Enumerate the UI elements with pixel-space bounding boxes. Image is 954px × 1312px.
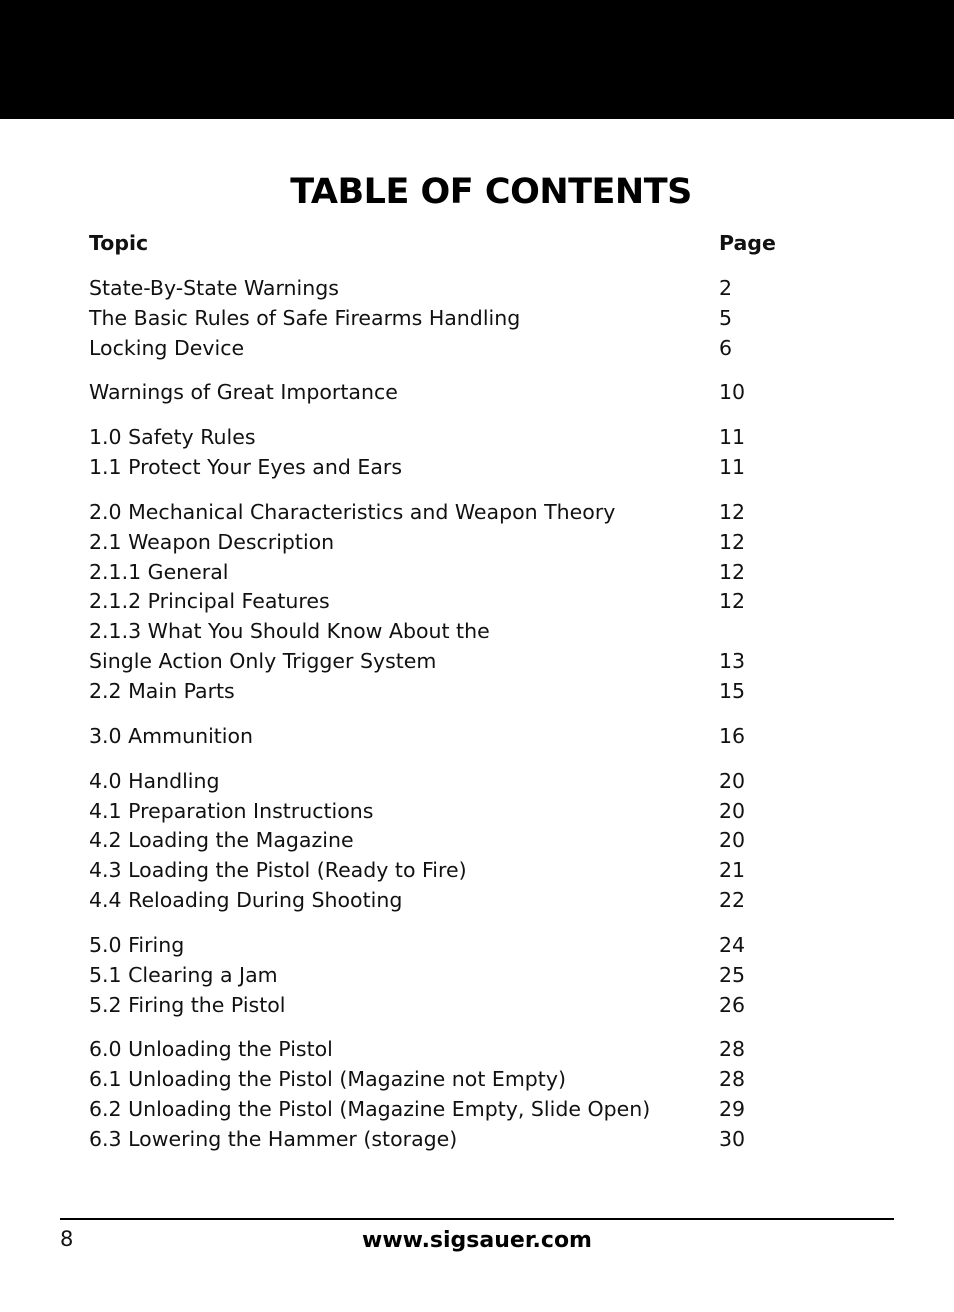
toc-entry[interactable] <box>89 1065 849 1095</box>
website-link[interactable]: www.sigsauer.com <box>362 1228 592 1253</box>
toc-entry[interactable] <box>89 334 849 364</box>
toc-header-row <box>89 229 849 259</box>
toc-entry[interactable] <box>89 528 849 558</box>
toc-entry-topic: 4.0 Handling <box>89 768 220 793</box>
toc-entry-page: 11 <box>719 425 746 450</box>
toc-entry-page: 12 <box>719 529 746 554</box>
table-of-contents <box>89 229 849 1155</box>
toc-entry-topic: 4.3 Loading the Pistol (Ready to Fire) <box>89 858 467 883</box>
toc-entry-topic: 2.0 Mechanical Characteristics and Weapon Theory <box>89 499 616 524</box>
toc-entry[interactable] <box>89 423 849 453</box>
toc-entry-topic: 6.1 Unloading the Pistol (Magazine not Empty) <box>89 1067 566 1092</box>
toc-entry-topic: 2.1.2 Principal Features <box>89 589 330 614</box>
toc-entry[interactable] <box>89 558 849 588</box>
toc-entry[interactable] <box>89 647 849 677</box>
toc-entry[interactable] <box>89 797 849 827</box>
toc-entry-topic: 6.3 Lowering the Hammer (storage) <box>89 1126 458 1151</box>
toc-entry-topic: 1.0 Safety Rules <box>89 425 256 450</box>
toc-entry[interactable] <box>89 826 849 856</box>
toc-entry-topic: 1.1 Protect Your Eyes and Ears <box>89 455 402 480</box>
toc-entry[interactable] <box>89 722 849 752</box>
toc-entry[interactable] <box>89 1095 849 1125</box>
toc-entry[interactable] <box>89 453 849 483</box>
toc-entry-page: 6 <box>719 335 733 360</box>
page-number: 8 <box>60 1227 74 1251</box>
toc-entry-page: 16 <box>719 723 746 748</box>
toc-entry[interactable] <box>89 886 849 916</box>
toc-entry-page: 15 <box>719 678 746 703</box>
toc-entry[interactable] <box>89 587 849 617</box>
toc-entry[interactable] <box>89 1125 849 1155</box>
toc-entry-topic: 5.1 Clearing a Jam <box>89 962 278 987</box>
toc-entry-topic: 3.0 Ammunition <box>89 723 254 748</box>
toc-entry-page: 5 <box>719 305 733 330</box>
toc-entry-topic: State-By-State Warnings <box>89 275 339 300</box>
toc-entry-page: 21 <box>719 858 746 883</box>
toc-entry[interactable] <box>89 856 849 886</box>
toc-entry[interactable] <box>89 617 849 647</box>
toc-body <box>89 274 849 1155</box>
toc-entry-topic: 5.2 Firing the Pistol <box>89 992 286 1017</box>
footer-divider <box>60 1218 894 1220</box>
toc-entry-topic: 2.1.1 General <box>89 559 229 584</box>
toc-entry-topic: Single Action Only Trigger System <box>89 649 437 674</box>
toc-entry-page: 26 <box>719 992 746 1017</box>
toc-entry[interactable] <box>89 304 849 334</box>
toc-entry-page: 22 <box>719 888 746 913</box>
toc-entry[interactable] <box>89 767 849 797</box>
toc-entry-topic: The Basic Rules of Safe Firearms Handling <box>89 305 521 330</box>
toc-entry-page: 11 <box>719 455 746 480</box>
topic-column-header: Topic <box>89 231 149 255</box>
toc-entry-topic: 4.4 Reloading During Shooting <box>89 888 403 913</box>
toc-entry-topic: 5.0 Firing <box>89 932 185 957</box>
toc-entry[interactable] <box>89 991 849 1021</box>
toc-entry-topic: 6.0 Unloading the Pistol <box>89 1037 333 1062</box>
toc-entry-page: 2 <box>719 275 733 300</box>
toc-entry-topic: 4.2 Loading the Magazine <box>89 828 354 853</box>
toc-entry[interactable] <box>89 1035 849 1065</box>
toc-entry[interactable] <box>89 677 849 707</box>
toc-entry[interactable] <box>89 274 849 304</box>
toc-entry-topic: Locking Device <box>89 335 245 360</box>
toc-entry-page: 29 <box>719 1097 746 1122</box>
toc-entry-page: 28 <box>719 1067 746 1092</box>
toc-entry[interactable] <box>89 931 849 961</box>
toc-entry-page: 28 <box>719 1037 746 1062</box>
toc-entry-topic: 4.1 Preparation Instructions <box>89 798 374 823</box>
toc-entry-page: 24 <box>719 932 746 957</box>
toc-entry-page: 12 <box>719 589 746 614</box>
page-title: TABLE OF CONTENTS <box>290 172 692 212</box>
toc-entry-topic: Warnings of Great Importance <box>89 380 398 405</box>
toc-entry-page: 12 <box>719 559 746 584</box>
page-column-header: Page <box>719 231 776 255</box>
toc-entry-topic: 6.2 Unloading the Pistol (Magazine Empty, Slide Open) <box>89 1097 651 1122</box>
toc-entry-topic: 2.2 Main Parts <box>89 678 235 703</box>
toc-entry[interactable] <box>89 961 849 991</box>
top-black-band <box>0 0 954 119</box>
toc-entry-page: 20 <box>719 768 746 793</box>
toc-entry[interactable] <box>89 378 849 408</box>
toc-entry-page: 30 <box>719 1126 746 1151</box>
toc-entry-page: 20 <box>719 798 746 823</box>
toc-entry-page: 12 <box>719 499 746 524</box>
toc-entry-page: 20 <box>719 828 746 853</box>
toc-entry-topic: 2.1.3 What You Should Know About the <box>89 619 490 644</box>
toc-entry-page: 10 <box>719 380 746 405</box>
toc-entry-topic: 2.1 Weapon Description <box>89 529 335 554</box>
toc-entry-page: 25 <box>719 962 746 987</box>
toc-entry[interactable] <box>89 498 849 528</box>
toc-entry-page: 13 <box>719 649 746 674</box>
